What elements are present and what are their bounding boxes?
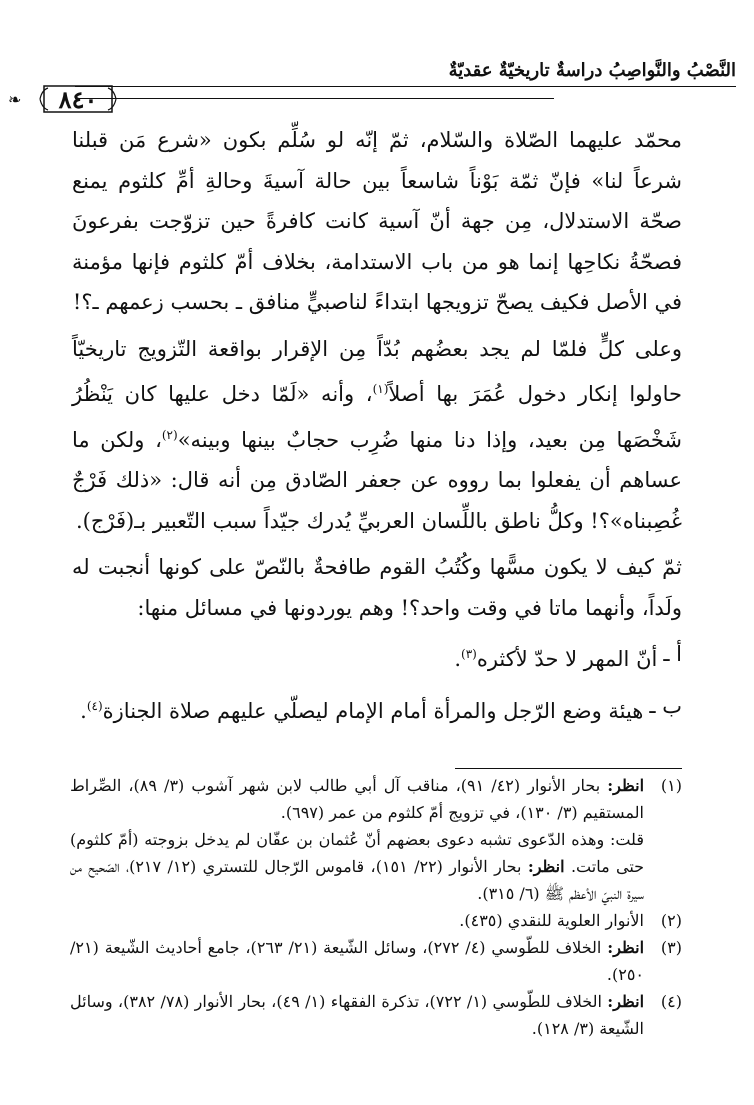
footnote-ref-3[interactable]: (٣) (461, 647, 477, 661)
footnote-3: (٣) انظر: الخلاف للطّوسي (٤/ ٢٧٢)، وسائل الشّيعة (٢١/ ٢٦٣)، جامع أحاديث الشّيعة (٢١/ ٢٥٠). (70, 938, 682, 984)
page-number-badge (38, 82, 118, 116)
paragraph-2: وعلى كلٍّ فلمّا لم يجد بعضُهم بُدّاً مِن الإقرار بواقعة التّزويج تاريخيّاً حاولوا إنكار دخول عُمَرَ بها أصلاً$^{(١)}$، وأنه «لَمّا دخل عليها كان يَنْظُرُ شَخْصَها مِن بعيد، وإذا دنا منها ضُرِب حجابٌ بينها وبينه»$^{(٢)}$، ولكن ما عساهم أن يفعلوا بما رووه عن جعفر الصّادق مِن أنه قال: «ذلك فَرْجٌ غُصِبناه»؟! وكلُّ ناطق باللِّسان العربيِّ يُدرك جيّداً سبب التّعبير بـ(فَرْج). (72, 336, 682, 533)
footnote-ref-2[interactable]: (٢) (161, 427, 178, 442)
footnote-2: (٢) الأنوار العلوية للنقدي (٤٣٥). (459, 911, 682, 930)
paragraph-1: محمّد عليهما الصّلاة والسّلام، ثمّ إنّه لو سُلِّم بكون «شرع مَن قبلنا شرعاً لنا» فإنّ ثمّة بَوْناً شاسعاً بين حالة آسيةَ وحالةِ أمِّ كلثوم يمنع صحّة الاستدلال، مِن جهة أنّ آسية كانت كافرةً حين تزوّجت بفرعونَ فصحّةُ نكاحِها إنما هو من باب الاستدامة، بخلاف أمّ كلثوم فإنها مؤمنة في الأصل فكيف يصحّ تزويجها ابتداءً لناصبيٍّ منافق ـ بحسب زعمهم ـ؟! (72, 128, 682, 314)
footnote-4: (٤) انظر: الخلاف للطّوسي (١/ ٧٢٢)، تذكرة الفقهاء (١/ ٤٩)، بحار الأنوار (٧٨/ ٣٨٢)، وسائل الشّيعة (٣/ ١٢٨). (70, 992, 682, 1038)
header-rule-double (75, 98, 554, 99)
running-header-title: النَّصْبُ والنَّواصِبُ دراسةٌ تاريخيّةٌ عقديّةٌ (448, 60, 736, 81)
header-rule (75, 86, 736, 87)
footnote-separator (455, 768, 682, 769)
list-label-b: ب ـ (649, 693, 682, 718)
list-item-a: أ ـ أنّ المهر لا حدّ لأكثره$^{(٣)}$. (72, 634, 682, 680)
footnote-ref-4[interactable]: (٤) (86, 698, 103, 713)
list-item-b: ب ـ هيئة وضع الرّجل والمرأة أمام الإمام ليصلّي عليهم صلاة الجنازة$^{(٤)}$. (72, 686, 682, 732)
ornament-icon: ❧ (8, 90, 22, 109)
footnotes (70, 772, 682, 1042)
page-number: ٨٤٠ (58, 84, 98, 114)
main-text (72, 120, 682, 737)
footnote-1: (١) انظر: بحار الأنوار (٤٢/ ٩١)، مناقب آل أبي طالب لابن شهر آشوب (٣/ ٨٩)، الصِّراط المستقيم (٣/ ١٣٠)، في تزويج أمّ كلثوم من عمر (٦٩٧). قلت: وهذه الدّعوى تشبه دعوى بعضهم أنّ عُثمان بن عفّان لم يدخل بزوجته (أمّ كلثوم) حتى ماتت. انظر: بحار الأنوار (٢٢/ ١٥١)، قاموس الرّجال للتستري (١٢/ ٢١٧)، الصّحيح من سيرة النبيّ الأعظم ﷺ (٦/ ٣١٥). (70, 776, 682, 903)
list-label-a: أ ـ (663, 642, 682, 666)
paragraph-3: ثمّ كيف لا يكون مسًّها وكُتُبُ القوم طافحةٌ بالنّصّ على كونها أنجبت له ولَداً، وأنهما ماتا في وقت واحد؟! وهم يوردونها في مسائل منها: (72, 555, 682, 620)
footnote-ref-1[interactable]: (١) (372, 382, 389, 396)
